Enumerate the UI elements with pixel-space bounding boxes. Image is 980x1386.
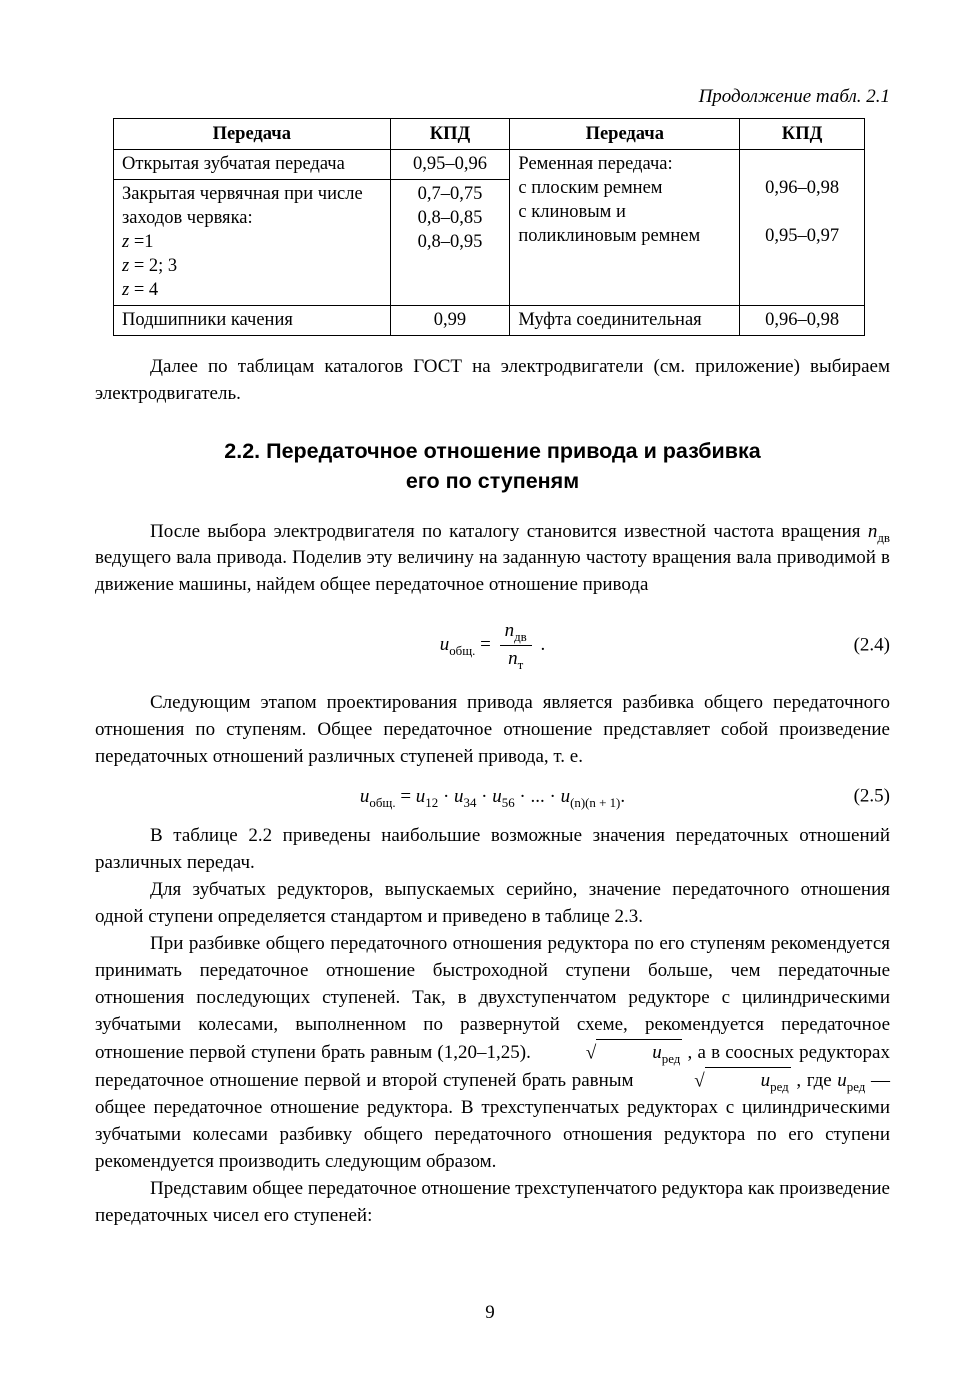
section-heading-line2: его по ступеням	[405, 469, 580, 494]
cell-open-gear-kpd: 0,95–0,96	[390, 150, 510, 180]
paragraph-motor-speed: После выбора электродвигателя по каталогу становится известной частота вращения $n_{дв}$ ведущего вала привода. Поделив эту величину на заданную частоту вращения вала приводимой в движение машины, найдем общее передаточное отношение привода	[95, 520, 890, 596]
header-kpd-left: КПД	[390, 119, 510, 150]
equation-number: (2.5)	[853, 785, 890, 807]
section-heading	[95, 436, 890, 496]
cell-belt-kpd	[740, 150, 865, 306]
table-row	[114, 306, 865, 336]
cell-bearings-kpd: 0,99	[390, 306, 510, 336]
worm-kpd-value: 0,8–0,85	[417, 208, 483, 229]
cell-coupling-kpd: 0,96–0,98	[740, 306, 865, 336]
belt-kpd-value: 0,96–0,98	[765, 178, 840, 199]
paragraph-stage-ratios: При разбивке общего передаточного отношения редуктора по его ступеням рекомендуется принимать передаточное отношение быстроходной ступени больше, чем передаточные отношения последующих ступеней. Так, в двухступенчатом редукторе с цилиндрическими зубчатыми колесами, выполненном по развернутой схеме, рекомендуется передаточное отношение первой ступени брать равным (1,20–1,25). √ $u_{ред}$ , а в соосных редукторах передаточное отношение первой и второй ступеней брать равным √ $u_{ред}$ , где $u_{ред}$ — общее передаточное отношение редуктора. В трехступенчатых редукторах с цилиндрическими зубчатыми колесами разбивку общего передаточного отношения редуктора по его ступени рекомендуется производить следующим образом.	[95, 933, 891, 1172]
belt-line: с плоским ремнем	[518, 178, 663, 199]
worm-item: z = 2; 3	[122, 256, 178, 277]
fraction-numerator: $n_{дв}$	[500, 619, 532, 646]
paragraph-three-stage: Представим общее передаточное отношение трехступенчатого редуктора как произведение передаточных чисел его ступеней:	[95, 1177, 890, 1226]
table-header-row	[114, 119, 865, 150]
cell-bearings-name: Подшипники качения	[114, 306, 391, 336]
fraction-denominator: $n_т$	[508, 648, 524, 672]
header-kpd-right: КПД	[740, 119, 865, 150]
paragraph-table-2-3: Для зубчатых редукторов, выпускаемых серийно, значение передаточного отношения одной ступени определяется стандартом и приведено в таблице 2.3.	[95, 879, 890, 928]
sqrt-expression: √ $u_{ред}$	[639, 1070, 791, 1091]
cell-open-gear-name: Открытая зубчатая передача	[114, 150, 391, 180]
cell-belt-drive	[510, 150, 740, 306]
belt-line: Ременная передача:	[518, 154, 673, 175]
equation-2-5-body: $u_{общ.} = u_{12} \cdot u_{34} \cdot u_{56}$ · ... · $u_{(n)(n + 1)}$.	[359, 785, 626, 810]
belt-kpd-value: 0,95–0,97	[765, 226, 840, 247]
header-peredacha-right: Передача	[510, 119, 740, 150]
section-heading-line1: 2.2. Передаточное отношение привода и разбивка	[224, 439, 761, 464]
table-row	[114, 150, 865, 180]
fraction	[500, 619, 532, 671]
spacer	[748, 152, 856, 176]
spacer	[748, 200, 856, 224]
equation-number: (2.4)	[853, 634, 890, 656]
paragraph-table-2-2: В таблице 2.2 приведены наибольшие возможные значения передаточных отношений различных передач.	[95, 825, 890, 874]
paragraph-gost-selection: Далее по таблицам каталогов ГОСТ на электродвигатели (см. приложение) выбираем электродвигатель.	[95, 356, 890, 405]
equation-2-4	[95, 619, 890, 671]
sqrt-expression: √ $u_{ред}$	[531, 1042, 683, 1063]
cell-worm-gear-kpd	[390, 180, 510, 306]
equation-2-4-body: $u_{общ.}$ = $\frac{n_{дв}}{n_т}$ .	[439, 620, 546, 672]
cell-worm-gear-name	[114, 180, 391, 306]
page-number: 9	[485, 1302, 495, 1323]
belt-line: с клиновым и	[518, 202, 626, 223]
table-continuation-note: Продолжение табл. 2.1	[698, 86, 890, 107]
efficiency-table	[113, 118, 865, 336]
belt-line: поликлиновым ремнем	[518, 226, 701, 247]
paragraph-ratio-breakdown: Следующим этапом проектирования привода является разбивка общего передаточного отношения по ступеням. Общее передаточное отношение представляет собой произведение передаточных отношений различных ступеней привода, т. е.	[95, 691, 890, 767]
cell-coupling-name: Муфта соединительная	[510, 306, 740, 336]
worm-intro: Закрытая червячная при числе заходов червяка:	[122, 184, 363, 229]
worm-kpd-value: 0,8–0,95	[417, 232, 483, 253]
equation-2-5	[95, 785, 890, 810]
worm-kpd-value: 0,7–0,75	[417, 184, 483, 205]
header-peredacha-left: Передача	[114, 119, 391, 150]
worm-item: z = 4	[122, 280, 159, 301]
worm-item: z =1	[122, 232, 154, 253]
